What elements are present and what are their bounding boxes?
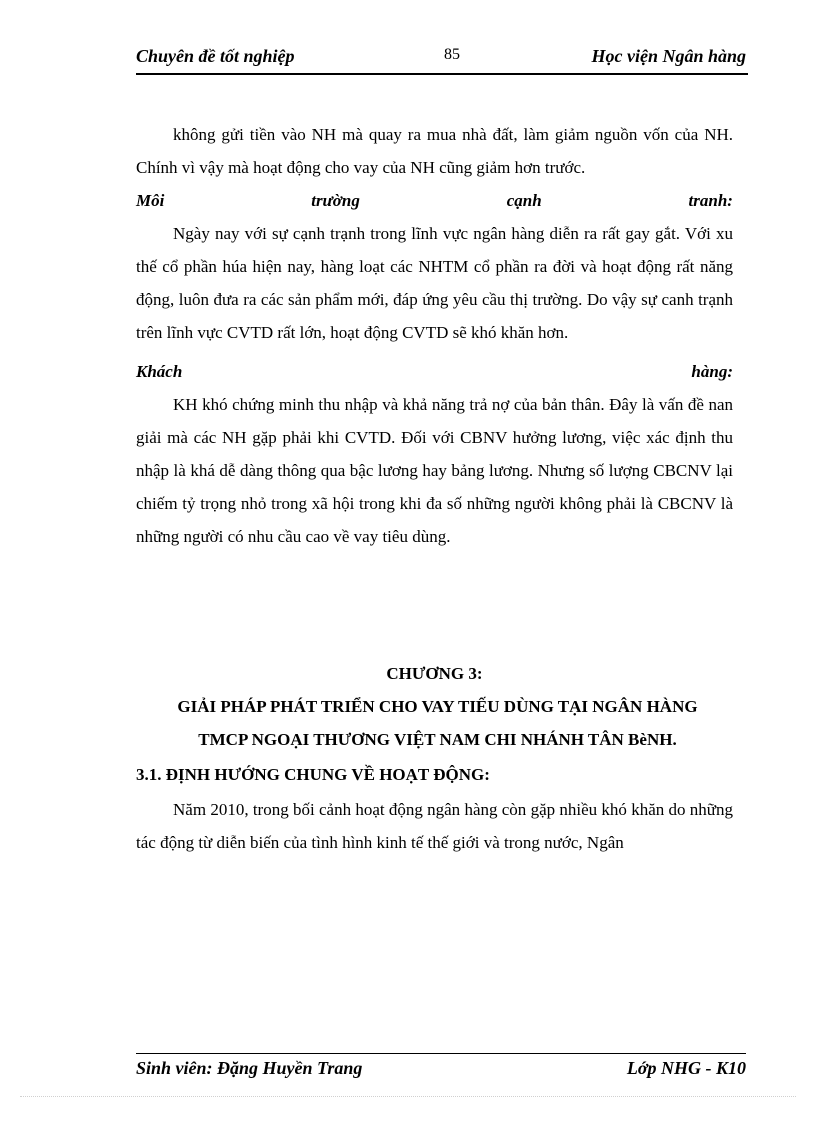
heading-word: tranh:	[688, 191, 733, 210]
heading-word: cạnh	[506, 191, 542, 210]
spacer	[136, 553, 733, 657]
header-rule	[136, 73, 748, 75]
paragraph-3: KH khó chứng minh thu nhập và khả năng trả nợ của bản thân. Đây là vấn đề nan giải mà các NH gặp phải khi CVTD. Đối với CBNV hưởng lương, việc xác định thu nhập là khá dễ dàng thông qua bậc lương hay bảng lương. Nhưng số lượng CBCNV lại chiếm tỷ trọng nhỏ trong xã hội trong khi đa số những người không phải là CBCNV là những người có nhu cầu cao về vay tiêu dùng.	[136, 395, 733, 546]
paragraph-2: Ngày nay với sự cạnh trạnh trong lĩnh vực ngân hàng diễn ra rất gay gắt. Với xu thế cổ phần húa hiện nay, hàng loạt các NHTM cổ phần ra đời và hoạt động rất năng động, luôn đưa ra các sản phẩm mới, đáp ứng yêu cầu thị trường. Do vậy sự canh trạnh trên lĩnh vực CVTD rất lớn, hoạt động CVTD sẽ khó khăn hơn.	[136, 224, 733, 342]
chapter-label: CHƯƠNG 3:	[386, 664, 483, 683]
paragraph-1: không gửi tiền vào NH mà quay ra mua nhà đất, làm giảm nguồn vốn của NH. Chính vì vậy mà hoạt động cho vay của NH cũng giảm hơn trước.	[136, 125, 733, 177]
chapter-title: GIẢI PHÁP PHÁT TRIỂN CHO VAY TIẾU DÙNG TẠI NGÂN HÀNG TMCP NGOẠI THƯƠNG VIỆT NAM CHI NHÁNH TÂN BèNH.	[177, 697, 698, 749]
page-edge-dotted-line	[20, 1096, 796, 1097]
heading-word: Khách	[136, 362, 183, 381]
page-header	[136, 44, 746, 72]
paragraph-4: Năm 2010, trong bối cảnh hoạt động ngân hàng còn gặp nhiều khó khăn do những tác động từ diễn biến của tình hình kinh tế thế giới và trong nước, Ngân	[136, 800, 733, 852]
heading-word: trường	[311, 191, 360, 210]
header-institution: Học viện Ngân hàng	[591, 46, 746, 66]
heading-word: Môi	[136, 191, 165, 210]
header-document-title: Chuyên đề tốt nghiệp	[136, 46, 295, 66]
footer-student: Sinh viên: Đặng Huyền Trang	[136, 1058, 363, 1078]
page-number: 85	[444, 46, 460, 63]
footer-rule	[136, 1053, 746, 1054]
footer-class: Lớp NHG - K10	[626, 1058, 746, 1078]
page-body	[136, 118, 733, 859]
heading-customer	[136, 355, 733, 388]
heading-competitive-environment	[136, 184, 733, 217]
heading-word: hàng:	[691, 362, 733, 381]
section-heading: 3.1. ĐỊNH HƯỚNG CHUNG VỀ HOẠT ĐỘNG:	[136, 765, 490, 784]
